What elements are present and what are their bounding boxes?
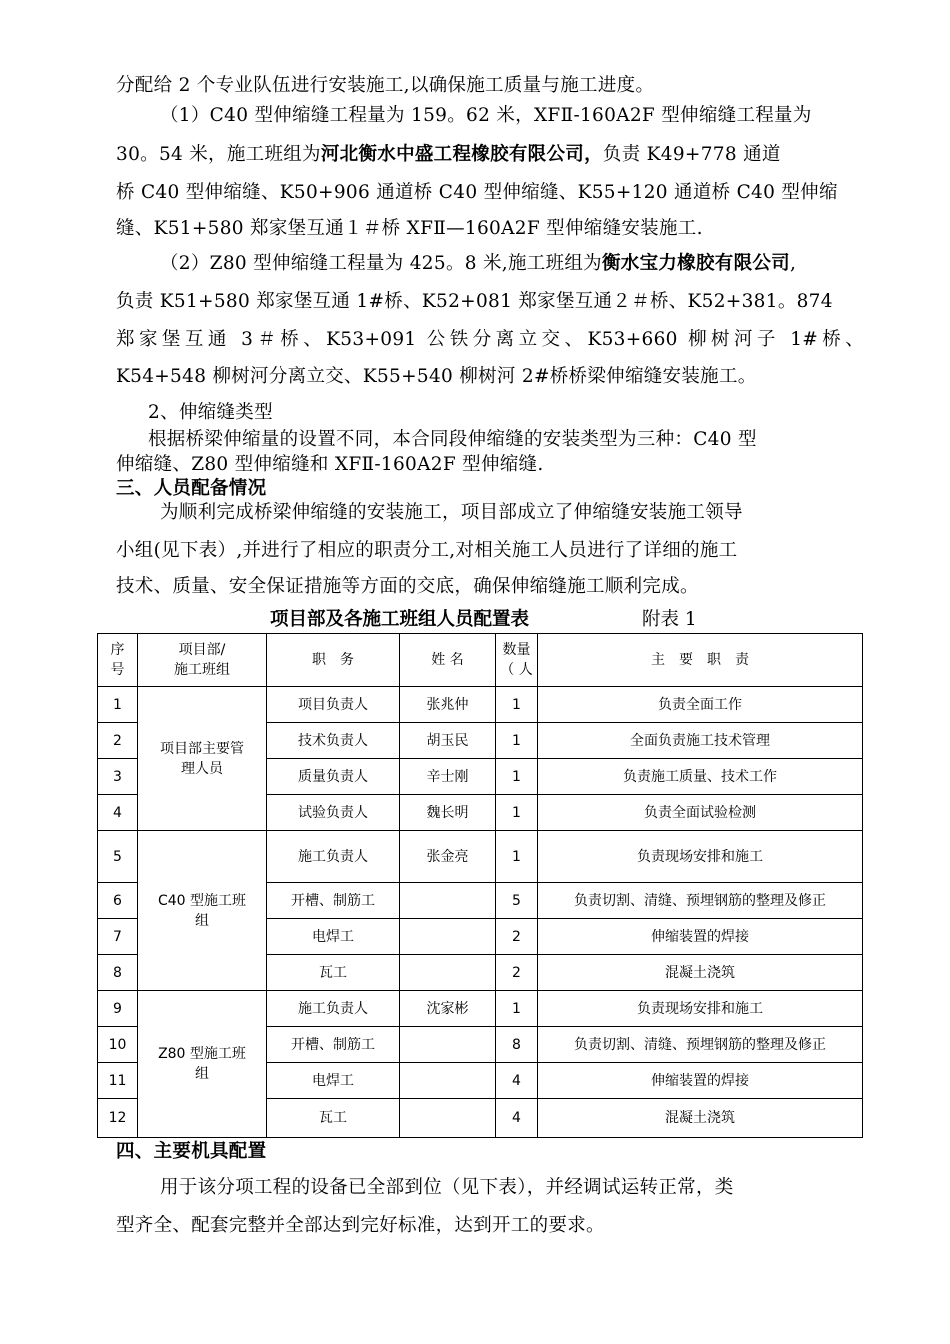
cell-post: 开槽、制筋工 — [267, 883, 400, 919]
group-text: 项目部主要管 — [160, 740, 244, 757]
cell-qty: 1 — [496, 723, 538, 759]
cell-qty: 1 — [496, 991, 538, 1027]
cell-no: 8 — [98, 955, 138, 991]
group-text: C40 型施工班 — [157, 892, 247, 909]
header-text: 序 — [110, 642, 125, 658]
paragraph-line — [160, 251, 864, 277]
cell-name — [400, 1063, 496, 1099]
group-cell-z80 — [138, 991, 267, 1138]
cell-duty: 负责切割、清缝、预埋钢筋的整理及修正 — [538, 883, 863, 919]
paragraph-line: K54+548 柳树河分离立交、K55+540 柳树河 2#桥桥梁伸缩缝安装施工。 — [116, 366, 757, 387]
paragraph-line: 伸缩缝、Z80 型伸缩缝和 XFⅡ-160A2F 型伸缩缝. — [116, 454, 544, 475]
section-heading: 三、人员配备情况 — [116, 478, 267, 499]
cell-post: 施工负责人 — [267, 831, 400, 883]
cell-no: 12 — [98, 1099, 138, 1138]
cell-no: 7 — [98, 919, 138, 955]
subheading: 2、伸缩缝类型 — [148, 402, 273, 423]
cell-qty: 8 — [496, 1027, 538, 1063]
cell-name — [400, 955, 496, 991]
header-name: 姓 名 — [400, 634, 496, 687]
cell-qty: 2 — [496, 919, 538, 955]
cell-name: 辛士刚 — [400, 759, 496, 795]
cell-duty: 负责施工质量、技术工作 — [538, 759, 863, 795]
staff-table — [97, 633, 863, 1138]
cell-no: 6 — [98, 883, 138, 919]
paragraph-line: 为顺利完成桥梁伸缩缝的安装施工，项目部成立了伸缩缝安装施工领导 — [160, 502, 743, 523]
paragraph-line: 用于该分项工程的设备已全部到位（见下表），并经调试运转正常，类 — [160, 1177, 734, 1198]
cell-no: 10 — [98, 1027, 138, 1063]
cell-duty: 混凝土浇筑 — [538, 1099, 863, 1138]
group-text: 组 — [195, 912, 209, 929]
group-cell-management — [138, 687, 267, 831]
cell-post: 瓦工 — [267, 1099, 400, 1138]
cell-post: 电焊工 — [267, 1063, 400, 1099]
paragraph-line — [160, 103, 864, 129]
cell-no: 2 — [98, 723, 138, 759]
text-run: , — [790, 253, 797, 274]
cell-post: 施工负责人 — [267, 991, 400, 1027]
cell-duty: 负责现场安排和施工 — [538, 831, 863, 883]
cell-qty: 1 — [496, 759, 538, 795]
header-text: 数量 — [502, 642, 531, 658]
table-caption — [270, 607, 697, 633]
paragraph-line: 小组(见下表）,并进行了相应的职责分工,对相关施工人员进行了详细的施工 — [116, 540, 738, 561]
table-row — [98, 831, 863, 883]
group-text: 理人员 — [181, 760, 223, 777]
cell-duty: 混凝土浇筑 — [538, 955, 863, 991]
table-header-row — [98, 634, 863, 687]
cell-duty: 伸缩装置的焊接 — [538, 1063, 863, 1099]
cell-name — [400, 919, 496, 955]
paragraph-line: 分配给 2 个专业队伍进行安装施工,以确保施工质量与施工进度。 — [116, 75, 655, 96]
table-title: 项目部及各施工班组人员配置表 — [270, 609, 530, 630]
cell-duty: 伸缩装置的焊接 — [538, 919, 863, 955]
text-run: 负责 K49+778 通道 — [602, 144, 781, 165]
paragraph-line: 桥 C40 型伸缩缝、K50+906 通道桥 C40 型伸缩缝、K55+120 通道桥 C40 型伸缩 — [116, 182, 838, 203]
group-text: 组 — [195, 1066, 209, 1082]
cell-name: 沈家彬 — [400, 991, 496, 1027]
cell-post: 技术负责人 — [267, 723, 400, 759]
group-cell-c40 — [138, 831, 267, 991]
cell-post: 电焊工 — [267, 919, 400, 955]
annex-label: 附表 1 — [642, 609, 697, 630]
cell-name: 张金亮 — [400, 831, 496, 883]
cell-no: 9 — [98, 991, 138, 1027]
cell-name: 张兆仲 — [400, 687, 496, 723]
paragraph-line: 负责 K51+580 郑家堡互通 1#桥、K52+081 郑家堡互通２＃桥、K52+381。874 — [116, 291, 833, 312]
cell-qty: 1 — [496, 795, 538, 831]
header-duty: 主 要 职 责 — [538, 634, 863, 687]
paragraph-line: 缝、K51+580 郑家堡互通１＃桥 XFⅡ—160A2F 型伸缩缝安装施工. — [116, 218, 703, 239]
paragraph-line: 郑家堡互通 3＃桥、K53+091 公铁分离立交、K53+660 柳树河子 1#桥、 — [116, 329, 864, 350]
cell-no: 4 — [98, 795, 138, 831]
cell-name — [400, 1027, 496, 1063]
group-text: Z80 型施工班 — [158, 1046, 246, 1062]
section-heading: 四、主要机具配置 — [116, 1141, 267, 1162]
cell-no: 11 — [98, 1063, 138, 1099]
cell-duty: 负责全面试验检测 — [538, 795, 863, 831]
text-run: （1）C40 型伸缩缝工程量为 159。62 米，XFⅡ-160A2F 型伸缩缝工程量为 — [160, 105, 812, 126]
paragraph-line: 技术、质量、安全保证措施等方面的交底，确保伸缩缝施工顺利完成。 — [116, 576, 699, 597]
header-dept — [138, 634, 267, 687]
cell-post: 项目负责人 — [267, 687, 400, 723]
text-run: 30。54 米，施工班组为 — [116, 144, 321, 165]
cell-post: 开槽、制筋工 — [267, 1027, 400, 1063]
cell-name: 魏长明 — [400, 795, 496, 831]
cell-qty: 4 — [496, 1063, 538, 1099]
contractor-name-2: 衡水宝力橡胶有限公司 — [601, 253, 790, 274]
text-run: （2）Z80 型伸缩缝工程量为 425。8 米,施工班组为 — [160, 253, 602, 274]
cell-no: 1 — [98, 687, 138, 723]
header-text: 项目部/ — [178, 642, 226, 658]
cell-duty: 全面负责施工技术管理 — [538, 723, 863, 759]
cell-duty: 负责切割、清缝、预埋钢筋的整理及修正 — [538, 1027, 863, 1063]
cell-qty: 1 — [496, 831, 538, 883]
paragraph-line: 型齐全、配套完整并全部达到完好标准，达到开工的要求。 — [116, 1215, 605, 1236]
header-text: （ 人 — [500, 662, 533, 678]
cell-qty: 4 — [496, 1099, 538, 1138]
cell-post: 试验负责人 — [267, 795, 400, 831]
cell-duty: 负责现场安排和施工 — [538, 991, 863, 1027]
cell-qty: 2 — [496, 955, 538, 991]
paragraph-line: 根据桥梁伸缩量的设置不同，本合同段伸缩缝的安装类型为三种：C40 型 — [148, 429, 757, 450]
header-post: 职 务 — [267, 634, 400, 687]
cell-qty: 5 — [496, 883, 538, 919]
paragraph-line — [116, 142, 864, 168]
cell-name: 胡玉民 — [400, 723, 496, 759]
cell-no: 5 — [98, 831, 138, 883]
cell-post: 质量负责人 — [267, 759, 400, 795]
cell-name — [400, 1099, 496, 1138]
header-seq — [98, 634, 138, 687]
cell-qty: 1 — [496, 687, 538, 723]
header-text: 号 — [110, 662, 125, 678]
header-text: 施工班组 — [174, 662, 230, 678]
cell-name — [400, 883, 496, 919]
table-row — [98, 991, 863, 1027]
cell-no: 3 — [98, 759, 138, 795]
table-row — [98, 687, 863, 723]
header-qty — [496, 634, 538, 687]
contractor-name-1: 河北衡水中盛工程橡胶有限公司， — [320, 144, 603, 165]
cell-duty: 负责全面工作 — [538, 687, 863, 723]
cell-post: 瓦工 — [267, 955, 400, 991]
